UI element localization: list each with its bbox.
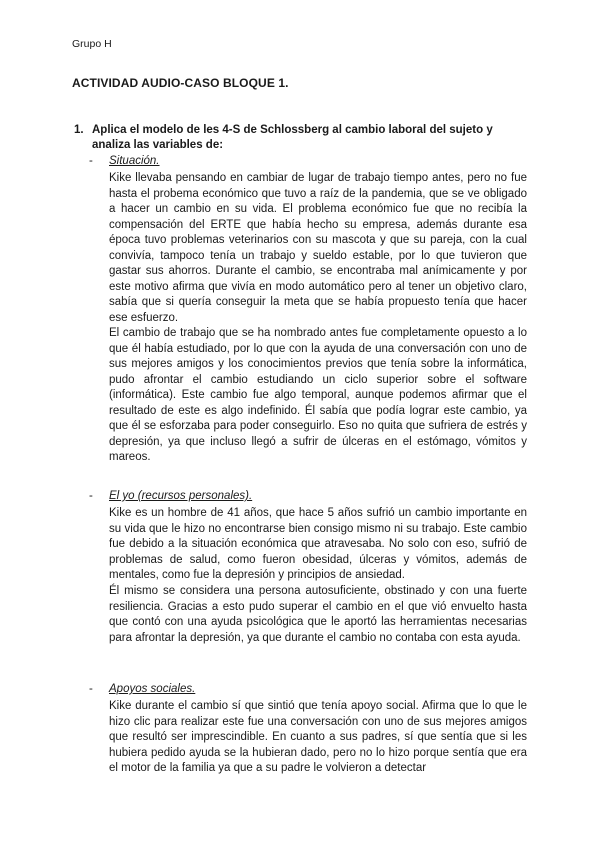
question-number: 1. [74, 124, 84, 136]
section-title-apoyos-sociales: Apoyos sociales. [109, 683, 196, 695]
section-title-situacion: Situación. [109, 155, 160, 167]
question-1 [74, 123, 528, 153]
section-title-el-yo: El yo (recursos personales). [109, 490, 253, 502]
section-paragraph: Él mismo se considera una persona autosuficiente, obstinado y con una fuerte resiliencia. Gracias a esto pudo superar el cambio en el que vió envuelto hasta que contó con una ayuda psicológica que le aportó las herramientas necesarias para afrontar la depresión, ya que durante el cambio no contaba con esta ayuda. [109, 585, 527, 644]
section-bullet: - [89, 683, 93, 695]
section-paragraph: Kike es un hombre de 41 años, que hace 5 años sufrió un cambio importante en su vida que le hizo no encontrarse bien consigo mismo ni su trabajo. Este cambio fue debido a la situación económica que atravesaba. No solo con eso, sufrió de problemas de salud, como fueron obesidad, úlceras y vómitos, además de mentales, como fue la depresión y principios de ansiedad. [109, 507, 527, 581]
section-bullet: - [89, 155, 93, 167]
section-paragraph: Kike llevaba pensando en cambiar de lugar de trabajo tiempo antes, pero no fue hasta el probema económico que tuvo a raíz de la pandemia, que se ve obligado a hacer un cambio en su vida. El problema económico fue que no recibía la compensación del ERTE que había hecho su empresa, además durante esa época tuvo problemas veterinarios con su mascota y que su pareja, con la cual convivía, tampoco tenía un trabajo y sueldo estable, por lo que tuvieron que gastar sus ahorros. Durante el cambio, se encontraba mal anímicamente y por este motivo afirma que vivía en modo automático pero al tener un objetivo claro, sabía que si quería conseguir la meta que se había propuesto tenía que hacer ese esfuerzo. [109, 172, 527, 324]
question-text: Aplica el modelo de les 4-S de Schlossberg al cambio laboral del sujeto y analiza las variables de: [92, 124, 493, 151]
section-bullet: - [89, 490, 93, 502]
section-paragraph: El cambio de trabajo que se ha nombrado antes fue completamente opuesto a lo que él había estudiado, por lo que con la ayuda de una conversación con uno de sus mejores amigos y los conocimientos previos que tenía sobre la informática, pudo afrontar el cambio estudiando un ciclo superior sobre el software (informática). Este cambio fue algo temporal, aunque podemos afirmar que el resultado de este es algo indefinido. Él sabía que podía lograr este cambio, ya que él se esforzaba para poder conseguirlo. Eso no quita que sufriera de estrés y depresión, ya que incluso llegó a sufrir de úlceras en el estómago, vómitos y mareos. [109, 327, 527, 463]
section-paragraph: Kike durante el cambio sí que sintió que tenía apoyo social. Afirma que lo que le hizo clic para realizar este fue una conversación con uno de sus mejores amigos que resultó ser imprescindible. En cuanto a sus padres, sí que sentía que si les hubiera pedido ayuda se la hubieran dado, pero no lo hizo porque sentía que era el motor de la familia ya que a su padre le volvieron a detectar [109, 700, 527, 774]
group-header: Grupo H [72, 38, 112, 50]
page-title: ACTIVIDAD AUDIO-CASO BLOQUE 1. [72, 76, 289, 90]
